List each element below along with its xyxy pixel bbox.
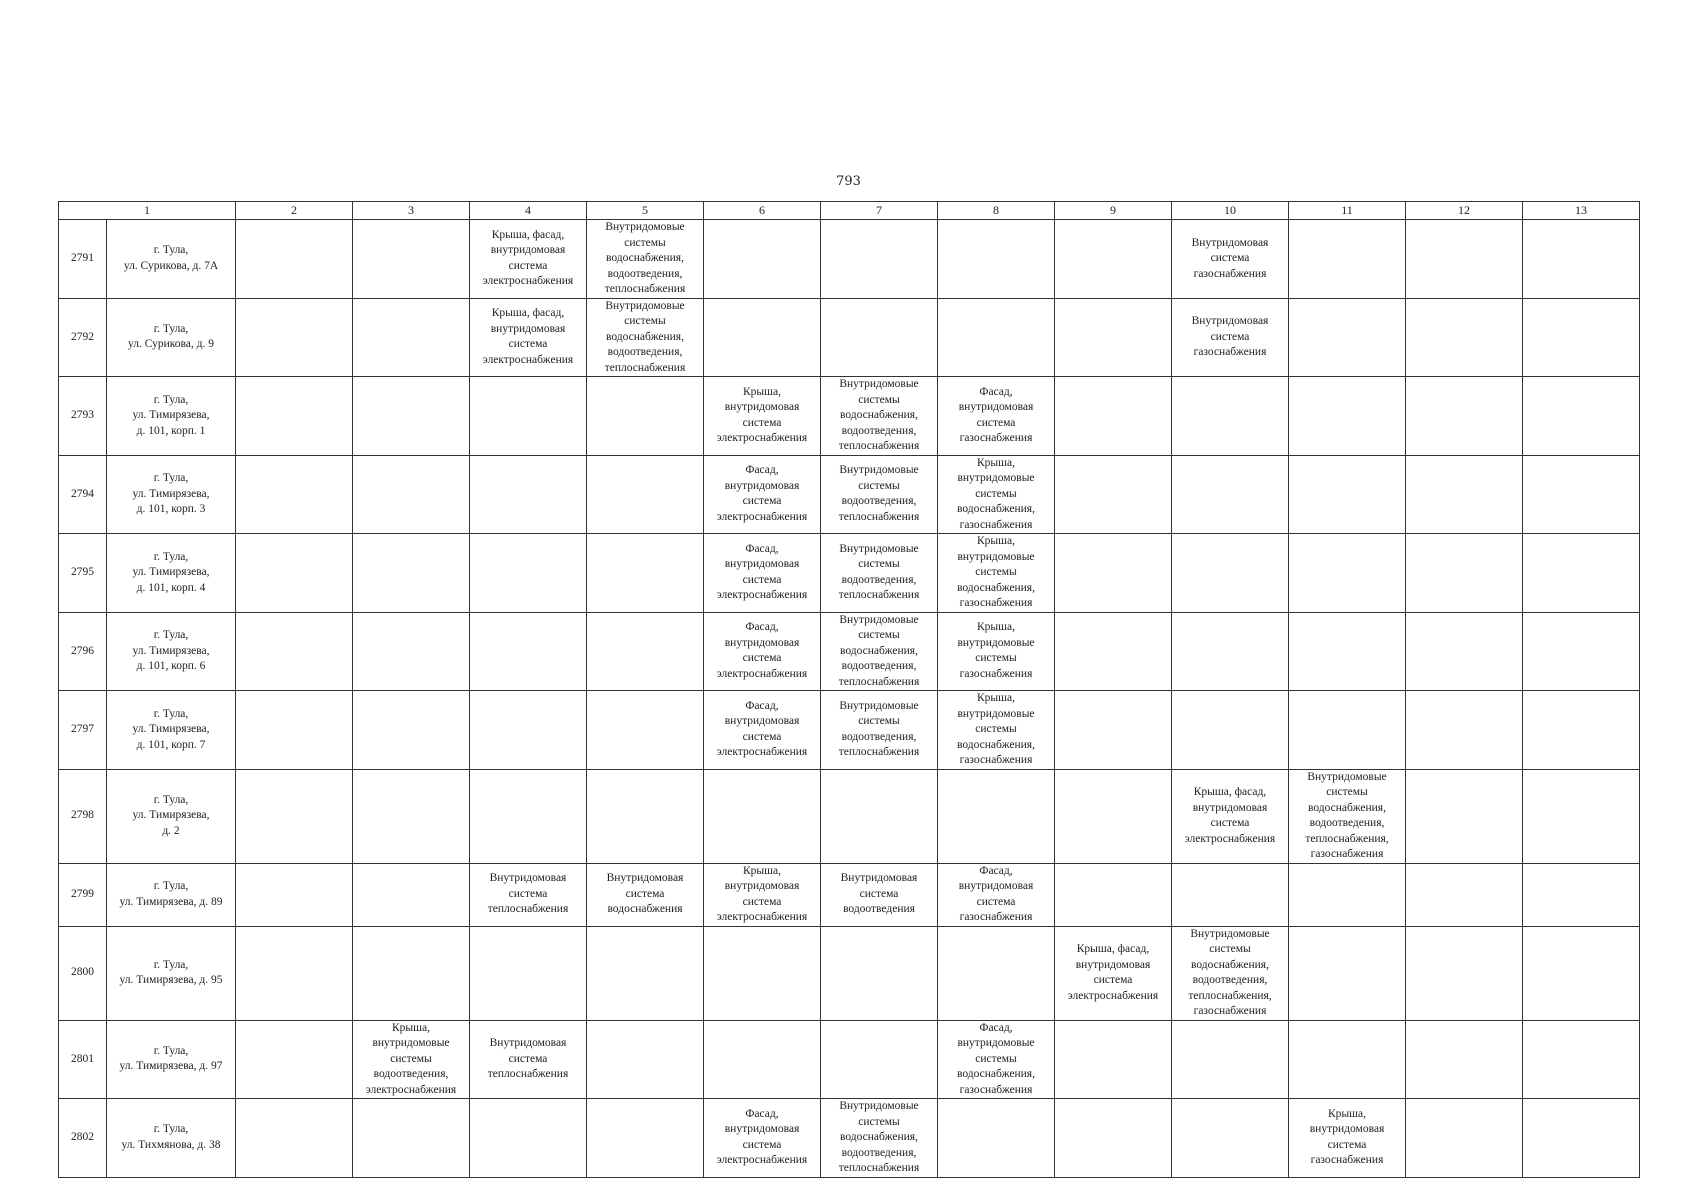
work-cell <box>1406 534 1523 613</box>
table-row <box>59 298 1640 377</box>
work-cell <box>704 769 821 863</box>
address-cell: г. Тула, ул. Тимирязева, д. 2 <box>107 769 236 863</box>
column-header: 8 <box>938 202 1055 220</box>
row-number: 2793 <box>59 377 107 456</box>
work-cell <box>587 377 704 456</box>
work-cell <box>1406 377 1523 456</box>
work-cell: Внутридомовая система газоснабжения <box>1172 220 1289 299</box>
work-cell: Внутридомовая система газоснабжения <box>1172 298 1289 377</box>
work-cell: Внутридомовые системы водоснабжения, водоотведения, теплоснабжения <box>821 1099 938 1178</box>
row-number: 2792 <box>59 298 107 377</box>
work-cell <box>704 926 821 1020</box>
work-cell: Внутридомовая система теплоснабжения <box>470 1020 587 1099</box>
row-number: 2798 <box>59 769 107 863</box>
work-cell <box>236 1020 353 1099</box>
work-cell <box>1406 455 1523 534</box>
work-cell: Фасад, внутридомовые системы водоснабжения, газоснабжения <box>938 1020 1055 1099</box>
work-cell: Крыша, внутридомовые системы водоснабжения, газоснабжения <box>938 534 1055 613</box>
work-cell <box>1523 377 1640 456</box>
address-cell: г. Тула, ул. Тимирязева, д. 101, корп. 1 <box>107 377 236 456</box>
work-cell <box>470 769 587 863</box>
page-number: 793 <box>836 174 861 189</box>
address-cell: г. Тула, ул. Тимирязева, д. 101, корп. 6 <box>107 612 236 691</box>
column-header: 9 <box>1055 202 1172 220</box>
row-number: 2796 <box>59 612 107 691</box>
work-cell <box>1055 298 1172 377</box>
work-cell <box>1523 455 1640 534</box>
address-cell: г. Тула, ул. Сурикова, д. 9 <box>107 298 236 377</box>
work-cell: Внутридомовые системы водоотведения, теплоснабжения <box>821 455 938 534</box>
work-cell <box>353 1099 470 1178</box>
work-cell: Крыша, фасад, внутридомовая система электроснабжения <box>1055 926 1172 1020</box>
column-header: 5 <box>587 202 704 220</box>
work-cell <box>236 377 353 456</box>
work-cell <box>1406 863 1523 926</box>
work-cell <box>938 769 1055 863</box>
work-cell <box>821 220 938 299</box>
work-cell <box>821 1020 938 1099</box>
work-cell: Фасад, внутридомовая система электроснабжения <box>704 534 821 613</box>
work-cell <box>470 377 587 456</box>
work-cell <box>704 1020 821 1099</box>
work-cell: Внутридомовые системы водоотведения, теплоснабжения <box>821 534 938 613</box>
work-cell: Крыша, фасад, внутридомовая система электроснабжения <box>470 220 587 299</box>
work-cell <box>236 612 353 691</box>
work-cell <box>1172 612 1289 691</box>
work-cell <box>1523 691 1640 770</box>
work-cell <box>704 220 821 299</box>
column-header: 2 <box>236 202 353 220</box>
work-cell <box>1406 926 1523 1020</box>
work-cell <box>1172 534 1289 613</box>
work-cell: Внутридомовые системы водоснабжения, водоотведения, теплоснабжения <box>587 298 704 377</box>
work-cell <box>1406 1020 1523 1099</box>
column-header: 13 <box>1523 202 1640 220</box>
work-cell <box>353 612 470 691</box>
work-cell: Внутридомовые системы водоотведения, теплоснабжения <box>821 691 938 770</box>
work-cell <box>1523 534 1640 613</box>
work-cell <box>1055 220 1172 299</box>
work-cell: Внутридомовые системы водоснабжения, водоотведения, теплоснабжения, газоснабжения <box>1289 769 1406 863</box>
work-cell <box>353 455 470 534</box>
work-cell: Крыша, фасад, внутридомовая система электроснабжения <box>1172 769 1289 863</box>
work-cell: Фасад, внутридомовая система электроснабжения <box>704 455 821 534</box>
column-header: 10 <box>1172 202 1289 220</box>
address-cell: г. Тула, ул. Тимирязева, д. 101, корп. 7 <box>107 691 236 770</box>
row-number: 2794 <box>59 455 107 534</box>
work-cell <box>353 220 470 299</box>
row-number: 2797 <box>59 691 107 770</box>
work-cell <box>353 298 470 377</box>
work-cell <box>1523 220 1640 299</box>
work-cell <box>470 926 587 1020</box>
work-cell <box>1055 863 1172 926</box>
work-cell <box>1055 1020 1172 1099</box>
work-cell <box>236 455 353 534</box>
work-cell: Фасад, внутридомовая система газоснабжения <box>938 863 1055 926</box>
address-cell: г. Тула, ул. Тимирязева, д. 95 <box>107 926 236 1020</box>
work-cell <box>1523 769 1640 863</box>
work-cell <box>587 612 704 691</box>
repair-schedule-table <box>58 201 1640 1178</box>
work-cell: Крыша, фасад, внутридомовая система электроснабжения <box>470 298 587 377</box>
work-cell <box>938 220 1055 299</box>
header-row <box>59 202 1640 220</box>
work-cell <box>1289 691 1406 770</box>
work-cell <box>1172 455 1289 534</box>
work-cell: Фасад, внутридомовая система газоснабжения <box>938 377 1055 456</box>
work-cell: Крыша, внутридомовые системы водоснабжения, газоснабжения <box>938 455 1055 534</box>
work-cell <box>353 691 470 770</box>
work-cell <box>1055 534 1172 613</box>
row-number: 2795 <box>59 534 107 613</box>
work-cell <box>1406 1099 1523 1178</box>
column-header: 1 <box>59 202 236 220</box>
column-header: 3 <box>353 202 470 220</box>
work-cell: Крыша, внутридомовые системы водоснабжения, газоснабжения <box>938 691 1055 770</box>
column-header: 4 <box>470 202 587 220</box>
work-cell <box>353 769 470 863</box>
work-cell <box>587 455 704 534</box>
work-cell <box>704 298 821 377</box>
work-cell <box>236 1099 353 1178</box>
work-cell <box>1289 1020 1406 1099</box>
work-cell <box>821 298 938 377</box>
work-cell <box>938 298 1055 377</box>
work-cell <box>587 1099 704 1178</box>
work-cell <box>1406 691 1523 770</box>
work-cell <box>353 863 470 926</box>
work-cell <box>1289 377 1406 456</box>
row-number: 2791 <box>59 220 107 299</box>
work-cell <box>1172 1099 1289 1178</box>
table-row <box>59 612 1640 691</box>
work-cell <box>1172 377 1289 456</box>
work-cell: Внутридомовая система теплоснабжения <box>470 863 587 926</box>
work-cell: Внутридомовые системы водоснабжения, водоотведения, теплоснабжения, газоснабжения <box>1172 926 1289 1020</box>
work-cell <box>470 691 587 770</box>
row-number: 2801 <box>59 1020 107 1099</box>
work-cell: Внутридомовые системы водоснабжения, водоотведения, теплоснабжения <box>821 612 938 691</box>
row-number: 2802 <box>59 1099 107 1178</box>
work-cell <box>1289 926 1406 1020</box>
work-cell <box>587 926 704 1020</box>
work-cell <box>236 220 353 299</box>
work-cell: Фасад, внутридомовая система электроснабжения <box>704 612 821 691</box>
table-body <box>59 202 1640 1178</box>
work-cell <box>1055 691 1172 770</box>
table-row <box>59 769 1640 863</box>
work-cell <box>1172 691 1289 770</box>
table-row <box>59 1099 1640 1178</box>
work-cell: Внутридомовые системы водоснабжения, водоотведения, теплоснабжения <box>587 220 704 299</box>
work-cell <box>1172 1020 1289 1099</box>
work-cell <box>1406 220 1523 299</box>
work-cell: Внутридомовые системы водоснабжения, водоотведения, теплоснабжения <box>821 377 938 456</box>
work-cell <box>1406 298 1523 377</box>
table-row <box>59 220 1640 299</box>
table-row <box>59 534 1640 613</box>
work-cell <box>587 534 704 613</box>
work-cell <box>1055 612 1172 691</box>
work-cell <box>938 926 1055 1020</box>
work-cell <box>938 1099 1055 1178</box>
work-cell <box>1289 612 1406 691</box>
work-cell <box>1523 612 1640 691</box>
work-cell <box>236 863 353 926</box>
work-cell: Крыша, внутридомовая система газоснабжения <box>1289 1099 1406 1178</box>
address-cell: г. Тула, ул. Тимирязева, д. 101, корп. 4 <box>107 534 236 613</box>
work-cell: Фасад, внутридомовая система электроснабжения <box>704 691 821 770</box>
work-cell <box>1523 926 1640 1020</box>
work-cell <box>1055 455 1172 534</box>
work-cell <box>1289 220 1406 299</box>
work-cell <box>1523 298 1640 377</box>
column-header: 12 <box>1406 202 1523 220</box>
table-row <box>59 863 1640 926</box>
work-cell <box>821 926 938 1020</box>
work-cell <box>587 1020 704 1099</box>
work-cell <box>236 926 353 1020</box>
work-cell <box>353 534 470 613</box>
address-cell: г. Тула, ул. Тимирязева, д. 89 <box>107 863 236 926</box>
row-number: 2800 <box>59 926 107 1020</box>
work-cell <box>821 769 938 863</box>
work-cell: Внутридомовая система водоотведения <box>821 863 938 926</box>
work-cell <box>236 534 353 613</box>
work-cell <box>1289 534 1406 613</box>
work-cell: Крыша, внутридомовая система электроснабжения <box>704 863 821 926</box>
table-row <box>59 455 1640 534</box>
work-cell <box>470 534 587 613</box>
table-row <box>59 377 1640 456</box>
work-cell <box>353 926 470 1020</box>
work-cell <box>1055 377 1172 456</box>
work-cell <box>470 612 587 691</box>
work-cell <box>587 769 704 863</box>
work-cell: Крыша, внутридомовые системы водоотведения, электроснабжения <box>353 1020 470 1099</box>
work-cell: Фасад, внутридомовая система электроснабжения <box>704 1099 821 1178</box>
work-cell <box>236 298 353 377</box>
work-cell <box>1523 1020 1640 1099</box>
work-cell <box>470 1099 587 1178</box>
address-cell: г. Тула, ул. Тимирязева, д. 97 <box>107 1020 236 1099</box>
table-row <box>59 1020 1640 1099</box>
work-cell <box>1406 769 1523 863</box>
column-header: 11 <box>1289 202 1406 220</box>
row-number: 2799 <box>59 863 107 926</box>
work-cell <box>236 769 353 863</box>
work-cell <box>1055 769 1172 863</box>
work-cell <box>470 455 587 534</box>
work-cell: Внутридомовая система водоснабжения <box>587 863 704 926</box>
table-row <box>59 691 1640 770</box>
work-cell <box>1289 863 1406 926</box>
address-cell: г. Тула, ул. Сурикова, д. 7А <box>107 220 236 299</box>
table-row <box>59 926 1640 1020</box>
column-header: 6 <box>704 202 821 220</box>
column-header: 7 <box>821 202 938 220</box>
work-cell <box>1172 863 1289 926</box>
work-cell <box>1523 863 1640 926</box>
work-cell <box>1055 1099 1172 1178</box>
address-cell: г. Тула, ул. Тихмянова, д. 38 <box>107 1099 236 1178</box>
work-cell: Крыша, внутридомовая система электроснабжения <box>704 377 821 456</box>
address-cell: г. Тула, ул. Тимирязева, д. 101, корп. 3 <box>107 455 236 534</box>
work-cell <box>1406 612 1523 691</box>
work-cell <box>1523 1099 1640 1178</box>
work-cell <box>236 691 353 770</box>
work-cell <box>353 377 470 456</box>
work-cell <box>1289 455 1406 534</box>
work-cell <box>587 691 704 770</box>
work-cell: Крыша, внутридомовые системы газоснабжения <box>938 612 1055 691</box>
work-cell <box>1289 298 1406 377</box>
